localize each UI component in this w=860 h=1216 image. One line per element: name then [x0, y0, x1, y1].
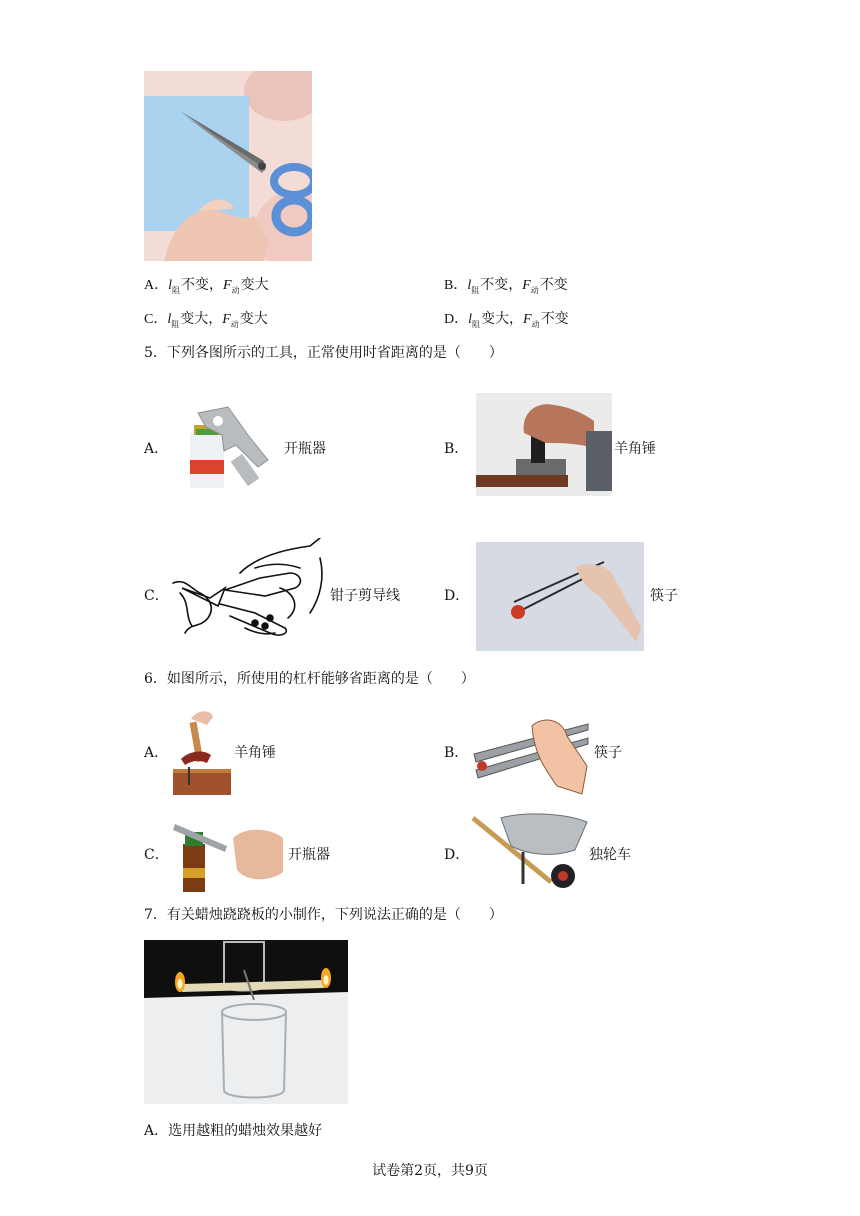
- q5-option-c-label: 钳子剪导线: [330, 588, 400, 604]
- q5-chopsticks-image: [476, 542, 644, 651]
- page-footer: 试卷第2页，共9页: [372, 1163, 488, 1179]
- q5-option-d-letter[interactable]: D．: [444, 588, 470, 604]
- q6-stem: 6．如图所示，所使用的杠杆能够省距离的是（ ）: [144, 671, 475, 687]
- q6-option-a-letter[interactable]: A．: [144, 745, 169, 761]
- q4-option-d[interactable]: D．$l_阻$变大，$F_动$不变: [444, 311, 569, 329]
- q5-bottle-opener-image: [188, 405, 270, 488]
- q6-option-a-label: 羊角锤: [234, 745, 276, 761]
- q6-option-d-label: 独轮车: [589, 847, 631, 863]
- q7-stem: 7．有关蜡烛跷跷板的小制作，下列说法正确的是（ ）: [144, 907, 503, 923]
- q7-candle-seesaw-image: [144, 940, 348, 1104]
- q6-option-b-label: 筷子: [594, 745, 622, 761]
- q6-option-d-letter[interactable]: D．: [444, 847, 470, 863]
- q6-option-c-label: 开瓶器: [288, 847, 330, 863]
- q6-bottle-opener-image: [171, 816, 288, 892]
- scissors-cutting-paper-image: [144, 71, 312, 261]
- q5-stem: 5．下列各图所示的工具，正常使用时省距离的是（ ）: [144, 345, 503, 361]
- q5-option-c-letter[interactable]: C．: [144, 588, 169, 604]
- q4-option-b[interactable]: B．$l_阻$不变，$F_动$不变: [444, 277, 568, 295]
- q5-option-d-label: 筷子: [650, 588, 678, 604]
- q5-claw-hammer-image: [476, 393, 612, 496]
- q5-pliers-cutting-wire-image: [170, 538, 325, 638]
- q6-chopsticks-image: [472, 716, 590, 798]
- q5-option-b-label: 羊角锤: [614, 441, 656, 457]
- q6-claw-hammer-image: [171, 707, 233, 798]
- q7-option-a[interactable]: A．选用越粗的蜡烛效果越好: [144, 1123, 323, 1139]
- q5-option-a-letter[interactable]: A．: [144, 441, 169, 457]
- q6-option-c-letter[interactable]: C．: [144, 847, 169, 863]
- q6-wheelbarrow-image: [471, 810, 589, 896]
- q5-option-a-label: 开瓶器: [284, 441, 326, 457]
- q4-option-c[interactable]: C．$l_阻$变大，$F_动$变大: [144, 311, 268, 329]
- q4-option-a[interactable]: A．$l_阻$不变，$F_动$变大: [144, 277, 269, 295]
- q5-option-b-letter[interactable]: B．: [444, 441, 469, 457]
- q6-option-b-letter[interactable]: B．: [444, 745, 469, 761]
